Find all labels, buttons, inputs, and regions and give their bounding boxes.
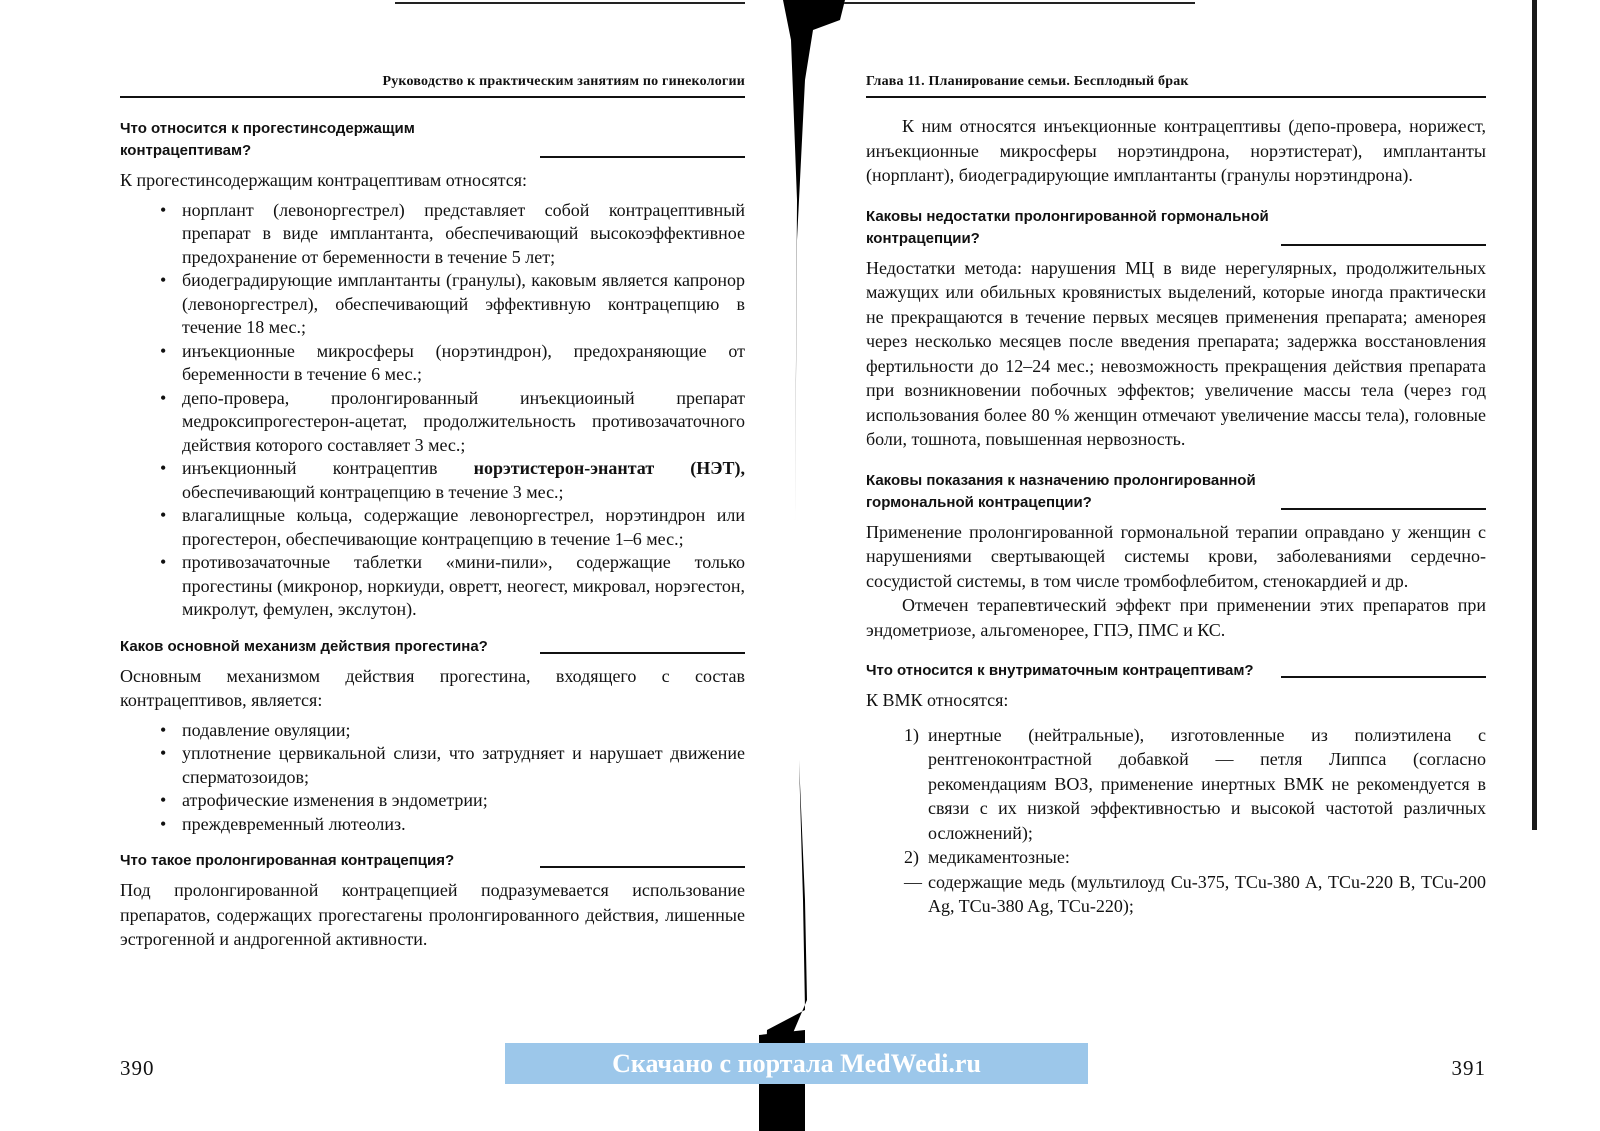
list-item: • подавление овуляции; <box>182 719 745 743</box>
bullet-list <box>120 199 745 622</box>
list-item: • биодеградирующие имплантанты (гранулы), каковым является капронор (левоноргестрел), обеспечивающий эффективную контрацепцию в течение 18 мес.; <box>182 269 745 340</box>
list-item: • инъекционные микросферы (норэтиндрон), предохраняющие от беременности в течение 6 мес.; <box>182 340 745 387</box>
list-item-text: инъекционный контрацептив <box>182 458 474 478</box>
list-item: • влагалищные кольца, содержащие левоноргестрел, норэтиндрон или прогестерон, обеспечивающие контрацепцию в течение 1–6 мес.; <box>182 504 745 551</box>
list-item: • норплант (левоноргестрел) представляет собой контрацептивный препарат в виде имплантанта, обеспечивающий высокоэффективное предохранение от беременности в течение 5 лет; <box>182 199 745 270</box>
running-head: Руководство к практическим занятиям по гинекологии <box>382 74 745 89</box>
paragraph: К ним относятся инъекционные контрацептивы (депо-провера, норижест, инъекционные микросферы норэтиндрона, норэтистерат), имплантанты (норплант), биодеградирующие имплантанты (гранулы норэтиндрона). <box>866 116 1486 185</box>
running-head: Глава 11. Планирование семьи. Бесплодный брак <box>866 74 1189 89</box>
bullet-list <box>120 719 745 837</box>
list-item <box>182 457 745 504</box>
dash-marker: — <box>904 871 922 892</box>
list-item: • противозачаточные таблетки «мини-пили», содержащие только прогестины (микронор, норкиуди, овретт, неогест, микровал, норэгестон, микролут, фемулен, экслутон). <box>182 551 745 622</box>
list-item <box>866 723 1486 846</box>
list-item-text: обеспечивающий контрацепцию в течение 3 мес.; <box>182 481 564 502</box>
question-rule <box>1281 508 1486 510</box>
question-text: Каков основной механизм действия прогестина? <box>120 637 488 655</box>
question-heading <box>120 118 745 162</box>
question-rule <box>1281 244 1486 246</box>
left-page <box>120 0 745 1131</box>
sub-list-item <box>866 870 1486 919</box>
item-number: 1) <box>904 724 919 745</box>
list-item: • уплотнение цервикальной слизи, что затрудняет и нарушает движение сперматозоидов; <box>182 742 745 789</box>
paragraph: К прогестинсодержащим контрацептивам относятся: <box>120 170 528 190</box>
list-item-text: содержащие медь (мультилоуд Cu-375, TCu-380 A, TCu-220 B, TCu-200 Ag, TCu-380 Ag, TCu-220); <box>928 871 1486 916</box>
question-heading <box>866 660 1486 682</box>
question-rule <box>540 652 745 654</box>
question-rule <box>540 866 745 868</box>
question-heading <box>866 470 1486 514</box>
question-rule <box>1281 676 1486 678</box>
question-text: Каковы недостатки пролонгированной гормональной контрацепции? <box>866 207 1269 247</box>
book-spine-shadow <box>745 0 860 1131</box>
item-number: 2) <box>904 847 919 867</box>
paragraph: Применение пролонгированной гормональной терапии оправдано у женщин с нарушениями свертывающей системы крови, заболеваниями сердечно-сосудистой системы, в том числе тромбофлебитом, стенокардией и др. <box>866 521 1486 591</box>
question-rule <box>540 156 745 158</box>
right-page-body <box>866 114 1486 919</box>
paragraph: Недостатки метода: нарушения МЦ в виде нерегулярных, продолжительных мажущих или обильных кровянистых выделений, которые иногда практически не прекращаются в течение первых месяцев применения препарата; аменорея через несколько месяцев после введения препарата; задержка восстановления фертильности до 12–24 мес.; невозможность прекращения действия препарата при возникновении побочных эффектов; увеличение массы тела (через год использования более 80 % женщин отмечают увеличение массы тела), головные боли, тошнота, повышенная нервозность. <box>866 257 1486 449</box>
list-item: • атрофические изменения в эндометрии; <box>182 789 745 813</box>
question-text: Что такое пролонгированная контрацепция? <box>120 852 455 869</box>
left-page-body <box>120 118 745 952</box>
numbered-list <box>866 723 1486 870</box>
question-heading <box>866 206 1486 250</box>
header-rule <box>120 96 745 98</box>
page-number: 391 <box>1451 1056 1486 1080</box>
list-item: • преждевременный лютеолиз. <box>182 813 745 837</box>
list-item: • депо-провера, пролонгированный инъекциоиный препарат медроксипрогестерон-ацетат, продолжительность противозачаточного действия которого составляет 3 мес.; <box>182 387 745 458</box>
right-page <box>866 0 1486 1131</box>
header-rule <box>866 96 1486 98</box>
paragraph: Отмечен терапевтический эффект при применении этих препаратов при эндометриозе, альгоменорее, ГПЭ, ПМС и КС. <box>866 595 1486 640</box>
list-item-text: медикаментозные: <box>928 847 1070 867</box>
paragraph: Под пролонгированной контрацепцией подразумевается использование препаратов, содержащих прогестагены пролонгированного действия, лишенные эстрогенной и андрогенной активности. <box>120 880 745 949</box>
list-item-text: инертные (нейтральные), изготовленные из полиэтилена с рентгеноконтрастной добавкой — петля Липпса (согласно рекомендациям ВОЗ, применение инертных ВМК не рекомендуется в связи с их низкой эффективностью и высокой частотой различных осложнений); <box>928 724 1486 843</box>
paragraph: Основным механизмом действия прогестина, входящего с состав контрацептивов, является: <box>120 665 745 710</box>
page-number: 390 <box>120 1056 155 1080</box>
list-item <box>866 845 1486 870</box>
bold-term: норэтистерон-энантат (НЭТ), <box>473 458 746 478</box>
question-text: Что относится к внутриматочным контрацептивам? <box>866 662 1254 679</box>
question-text: Каковы показания к назначению пролонгированной гормональной контрацепции? <box>866 471 1256 511</box>
question-heading <box>120 636 745 658</box>
question-text: Что относится к прогестинсодержащим контрацептивам? <box>120 120 415 159</box>
right-page-edge <box>1532 0 1537 830</box>
watermark-banner: Скачано с портала MedWedi.ru <box>505 1043 1088 1084</box>
question-heading <box>120 850 745 872</box>
paragraph: К ВМК относятся: <box>866 690 1009 710</box>
